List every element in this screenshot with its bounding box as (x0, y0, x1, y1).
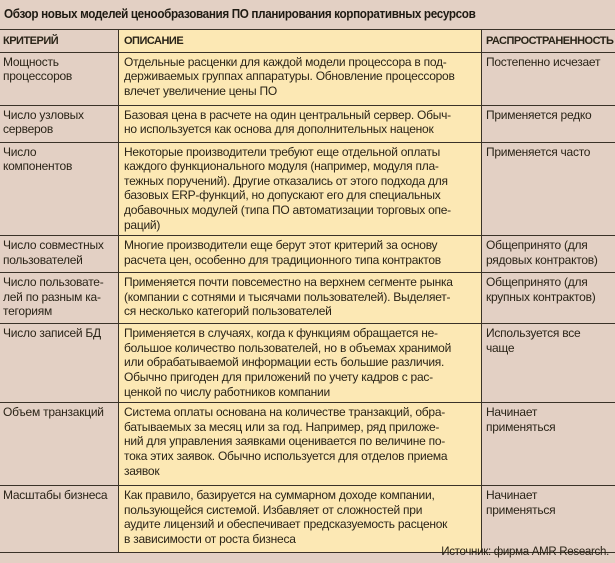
table-row (0, 273, 615, 324)
prevalence-cell: Применяется часто (486, 144, 591, 159)
table-row (0, 105, 615, 142)
description-cell: Система оплаты основана на количестве транзакций, обра- батываемых за месяц или за год. Например, ряд приложе- ний для управления заявками оценивается по величине по- тока этих заявок. Обычно используется для отделов приема заявок (119, 403, 482, 486)
header-criterion: КРИТЕРИЙ (0, 30, 119, 53)
prevalence-cell: Общепринято (для крупных контрактов) (486, 275, 596, 304)
source-note: Источник: фирма AMR Research. (441, 546, 609, 558)
description-cell: Как правило, базируется на суммарном доходе компании, пользующейся системой. Избавляет от сложностей при аудите лицензий и обеспечивает предсказуемость расценок в зависимости от роста бизнеса (119, 486, 482, 553)
table-row (0, 52, 615, 105)
header-description: ОПИСАНИЕ (119, 30, 482, 53)
prevalence-cell: Используется все чаще (486, 326, 581, 355)
prevalence-cell: Постепенно исчезает (486, 54, 601, 69)
criterion-cell: Число пользовате- лей по разным ка- тегориям (0, 273, 119, 324)
prevalence-cell: Применяется редко (486, 107, 592, 122)
description-cell: Применяется почти повсеместно на верхнем сегменте рынка (компании с сотнями и тысячами пользователей). Выделяет- ся несколько категорий пользователей (119, 273, 482, 324)
description-cell: Базовая цена в расчете на один центральный сервер. Обыч- но используется как основа для дополнительных наценок (119, 105, 482, 142)
prevalence-cell: Начинает применяться (486, 405, 556, 434)
prevalence-cell: Начинает применяться (486, 488, 556, 517)
criterion-cell: Число записей БД (0, 324, 119, 403)
pricing-models-table (0, 29, 615, 553)
criterion-cell: Число совместных пользователей (0, 236, 119, 273)
header-row (0, 30, 615, 53)
description-cell: Отдельные расценки для каждой модели процессора в под- держиваемых группах аппаратуры. Обновление процессоров влечет увеличение цены ПО (119, 52, 482, 105)
table-row (0, 403, 615, 486)
description-cell: Некоторые производители требуют еще отдельной оплаты каждого функционального модуля (например, модуля пла- тежных поручений). Другие отказались от этого подхода для базовых ERP-функций, но допускают его для специальных добавочных модулей (типа ПО автоматизации торговых опе- раций) (119, 142, 482, 236)
criterion-cell: Мощность процессоров (0, 52, 119, 105)
table-title: Обзор новых моделей ценообразования ПО планирования корпоративных ресурсов (4, 6, 476, 21)
table-row (0, 142, 615, 236)
criterion-cell: Объем транзакций (0, 403, 119, 486)
criterion-cell: Число узловых серверов (0, 105, 119, 142)
prevalence-cell: Общепринято (для рядовых контрактов) (486, 238, 598, 267)
description-cell: Многие производители еще берут этот критерий за основу расчета цен, особенно для традиционного типа контрактов (119, 236, 482, 273)
criterion-cell: Масштабы бизнеса (0, 486, 119, 553)
table-row (0, 486, 615, 553)
table-row (0, 236, 615, 273)
table-row (0, 324, 615, 403)
header-prevalence: РАСПРОСТРАНЕННОСТЬ (486, 35, 614, 47)
criterion-cell: Число компонентов (0, 142, 119, 236)
description-cell: Применяется в случаях, когда к функциям обращается не- большое количество пользователей, но в объемах хранимой или обрабатываемой информации есть большие различия. Обычно пригоден для приложений по учету кадров с рас- ценкой по числу работников компании (119, 324, 482, 403)
